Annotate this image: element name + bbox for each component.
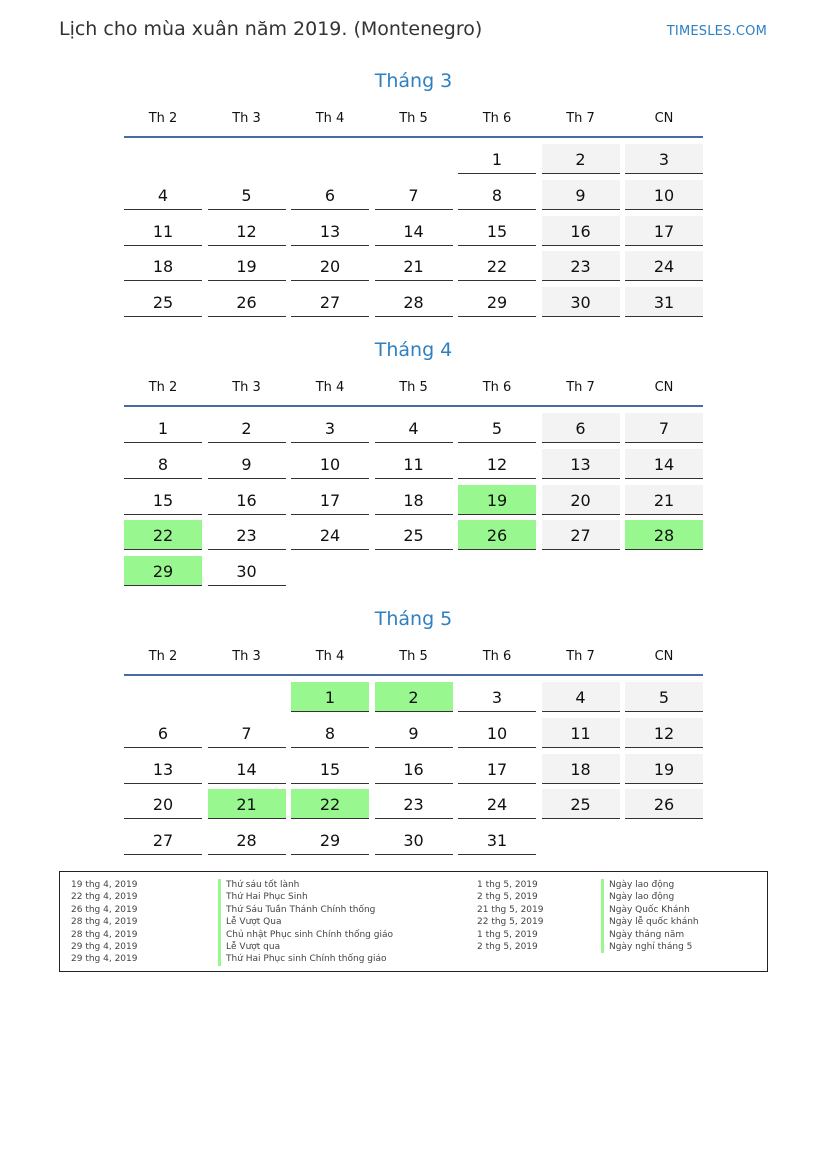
legend-date: 2 thg 5, 2019	[477, 892, 538, 903]
legend-date: 2 thg 5, 2019	[477, 941, 538, 952]
day-cell[interactable]: 15	[458, 216, 536, 246]
day-cell[interactable]: 21	[375, 251, 453, 281]
day-cell[interactable]: 7	[375, 180, 453, 210]
day-cell[interactable]: 16	[542, 216, 620, 246]
day-cell[interactable]: 18	[124, 251, 202, 281]
day-cell[interactable]: 27	[542, 520, 620, 550]
day-cell[interactable]: 26	[208, 287, 286, 317]
legend-holiday-name: Chủ nhật Phục sinh Chính thống giáo	[218, 929, 393, 941]
weekday-header: Th 4	[315, 111, 345, 126]
day-cell[interactable]: 19	[208, 251, 286, 281]
legend-date: 1 thg 5, 2019	[477, 929, 538, 940]
weekday-header: Th 5	[399, 380, 428, 395]
legend-right-names	[601, 879, 699, 953]
day-cell[interactable]: 14	[625, 449, 703, 479]
legend-holiday-name: Ngày lao động	[601, 879, 699, 891]
day-cell[interactable]: 6	[291, 180, 369, 210]
day-cell[interactable]: 12	[458, 449, 536, 479]
day-cell[interactable]: 26	[625, 789, 703, 819]
holiday-day-cell[interactable]: 28	[625, 520, 703, 550]
day-cell[interactable]: 11	[124, 216, 202, 246]
day-cell[interactable]: 18	[375, 485, 453, 515]
day-cell[interactable]: 24	[625, 251, 703, 281]
day-cell[interactable]: 23	[542, 251, 620, 281]
header-rule	[124, 674, 703, 676]
day-cell[interactable]: 13	[124, 754, 202, 784]
day-cell[interactable]: 2	[208, 413, 286, 443]
weekday-header: CN	[654, 380, 674, 395]
holiday-day-cell[interactable]: 19	[458, 485, 536, 515]
day-cell[interactable]: 11	[375, 449, 453, 479]
legend-date: 22 thg 4, 2019	[71, 892, 138, 903]
day-cell[interactable]: 10	[291, 449, 369, 479]
weekday-header: Th 7	[566, 649, 595, 664]
weekday-header: Th 5	[399, 111, 428, 126]
legend-holiday-name: Ngày lao động	[601, 891, 699, 903]
day-cell[interactable]: 1	[458, 144, 536, 174]
day-cell[interactable]: 3	[458, 682, 536, 712]
legend-date: 29 thg 4, 2019	[71, 954, 138, 965]
holiday-legend	[59, 871, 768, 972]
day-cell[interactable]: 3	[291, 413, 369, 443]
legend-holiday-name: Ngày Quốc Khánh	[601, 904, 699, 916]
legend-holiday-name: Thứ Hai Phục sinh Chính thống giáo	[218, 953, 393, 965]
day-cell[interactable]: 20	[291, 251, 369, 281]
day-cell[interactable]: 30	[375, 825, 453, 855]
day-cell[interactable]: 27	[124, 825, 202, 855]
month-title: Tháng 3	[374, 70, 453, 92]
holiday-day-cell[interactable]: 1	[291, 682, 369, 712]
weekday-header: Th 7	[566, 111, 595, 126]
legend-holiday-name: Thứ Hai Phục Sinh	[218, 891, 393, 903]
legend-holiday-name: Lễ Vượt qua	[218, 941, 393, 953]
legend-left-dates	[71, 879, 137, 966]
day-cell[interactable]: 5	[458, 413, 536, 443]
day-cell[interactable]: 22	[458, 251, 536, 281]
day-cell[interactable]: 15	[291, 754, 369, 784]
day-cell[interactable]: 9	[542, 180, 620, 210]
weekday-header: Th 4	[315, 380, 345, 395]
day-cell[interactable]: 13	[542, 449, 620, 479]
day-cell[interactable]: 16	[208, 485, 286, 515]
legend-date: 28 thg 4, 2019	[71, 929, 138, 940]
day-cell[interactable]: 10	[625, 180, 703, 210]
day-cell[interactable]: 8	[124, 449, 202, 479]
day-cell[interactable]: 30	[542, 287, 620, 317]
weekday-header: Th 7	[566, 380, 595, 395]
day-cell[interactable]: 14	[375, 216, 453, 246]
day-cell[interactable]: 10	[458, 718, 536, 748]
day-cell[interactable]: 17	[458, 754, 536, 784]
legend-holiday-name: Thứ Sáu Tuần Thánh Chính thống	[218, 904, 393, 916]
day-cell[interactable]: 18	[542, 754, 620, 784]
day-cell[interactable]: 23	[375, 789, 453, 819]
day-cell[interactable]: 12	[208, 216, 286, 246]
weekday-header: Th 6	[482, 380, 512, 395]
day-cell[interactable]: 28	[375, 287, 453, 317]
month-title: Tháng 4	[374, 339, 453, 361]
day-cell[interactable]: 4	[542, 682, 620, 712]
legend-holiday-name: Thứ sáu tốt lành	[218, 879, 393, 891]
weekday-header: Th 2	[148, 380, 178, 395]
header-rule	[124, 405, 703, 407]
day-cell[interactable]: 23	[208, 520, 286, 550]
holiday-day-cell[interactable]: 22	[124, 520, 202, 550]
day-cell[interactable]: 17	[291, 485, 369, 515]
day-cell[interactable]: 25	[124, 287, 202, 317]
day-cell[interactable]: 20	[542, 485, 620, 515]
day-cell[interactable]: 20	[124, 789, 202, 819]
day-cell[interactable]: 31	[625, 287, 703, 317]
day-cell[interactable]: 6	[124, 718, 202, 748]
day-cell[interactable]: 14	[208, 754, 286, 784]
day-cell[interactable]: 12	[625, 718, 703, 748]
day-cell[interactable]: 25	[542, 789, 620, 819]
day-cell[interactable]: 30	[208, 556, 286, 586]
legend-holiday-name: Ngày nghỉ tháng 5	[601, 941, 699, 953]
legend-right-dates	[477, 879, 543, 953]
day-cell[interactable]: 29	[458, 287, 536, 317]
day-cell[interactable]: 24	[458, 789, 536, 819]
day-cell[interactable]: 2	[542, 144, 620, 174]
weekday-header: Th 5	[399, 649, 428, 664]
weekday-header: Th 2	[148, 649, 178, 664]
legend-left-names	[218, 879, 393, 966]
day-cell[interactable]: 4	[124, 180, 202, 210]
day-cell[interactable]: 8	[291, 718, 369, 748]
legend-date: 21 thg 5, 2019	[477, 904, 544, 915]
weekday-header: CN	[654, 111, 674, 126]
holiday-day-cell[interactable]: 21	[208, 789, 286, 819]
legend-date: 26 thg 4, 2019	[71, 904, 138, 915]
holiday-day-cell[interactable]: 29	[124, 556, 202, 586]
day-cell[interactable]: 7	[208, 718, 286, 748]
header-rule	[124, 136, 703, 138]
site-link[interactable]: TIMESLES.COM	[666, 24, 767, 39]
page-title: Lịch cho mùa xuân năm 2019. (Montenegro)	[59, 18, 483, 40]
day-cell[interactable]: 4	[375, 413, 453, 443]
day-cell[interactable]: 29	[291, 825, 369, 855]
weekday-header: Th 6	[482, 649, 512, 664]
holiday-day-cell[interactable]: 26	[458, 520, 536, 550]
day-cell[interactable]: 21	[625, 485, 703, 515]
day-cell[interactable]: 5	[208, 180, 286, 210]
day-cell[interactable]: 5	[625, 682, 703, 712]
legend-holiday-name: Ngày tháng năm	[601, 929, 699, 941]
day-cell[interactable]: 1	[124, 413, 202, 443]
weekday-header: Th 4	[315, 649, 345, 664]
day-cell[interactable]: 16	[375, 754, 453, 784]
day-cell[interactable]: 9	[208, 449, 286, 479]
day-cell[interactable]: 28	[208, 825, 286, 855]
weekday-header: Th 3	[232, 380, 261, 395]
day-cell[interactable]: 6	[542, 413, 620, 443]
legend-date: 1 thg 5, 2019	[477, 880, 538, 890]
weekday-header: Th 6	[482, 111, 512, 126]
day-cell[interactable]: 17	[625, 216, 703, 246]
legend-date: 28 thg 4, 2019	[71, 917, 138, 928]
holiday-day-cell[interactable]: 22	[291, 789, 369, 819]
day-cell[interactable]: 9	[375, 718, 453, 748]
legend-date: 22 thg 5, 2019	[477, 917, 544, 928]
day-cell[interactable]: 7	[625, 413, 703, 443]
legend-holiday-name: Lễ Vượt Qua	[218, 916, 393, 928]
day-cell[interactable]: 19	[625, 754, 703, 784]
day-cell[interactable]: 3	[625, 144, 703, 174]
legend-date: 29 thg 4, 2019	[71, 941, 138, 952]
day-cell[interactable]: 25	[375, 520, 453, 550]
holiday-day-cell[interactable]: 2	[375, 682, 453, 712]
weekday-header: CN	[654, 649, 674, 664]
legend-holiday-name: Ngày lễ quốc khánh	[601, 916, 699, 928]
weekday-header: Th 3	[232, 649, 261, 664]
month-title: Tháng 5	[374, 608, 453, 630]
legend-date: 19 thg 4, 2019	[71, 880, 138, 890]
day-cell[interactable]: 11	[542, 718, 620, 748]
day-cell[interactable]: 8	[458, 180, 536, 210]
weekday-header: Th 3	[232, 111, 261, 126]
day-cell[interactable]: 13	[291, 216, 369, 246]
day-cell[interactable]: 27	[291, 287, 369, 317]
day-cell[interactable]: 24	[291, 520, 369, 550]
day-cell[interactable]: 31	[458, 825, 536, 855]
weekday-header: Th 2	[148, 111, 178, 126]
day-cell[interactable]: 15	[124, 485, 202, 515]
